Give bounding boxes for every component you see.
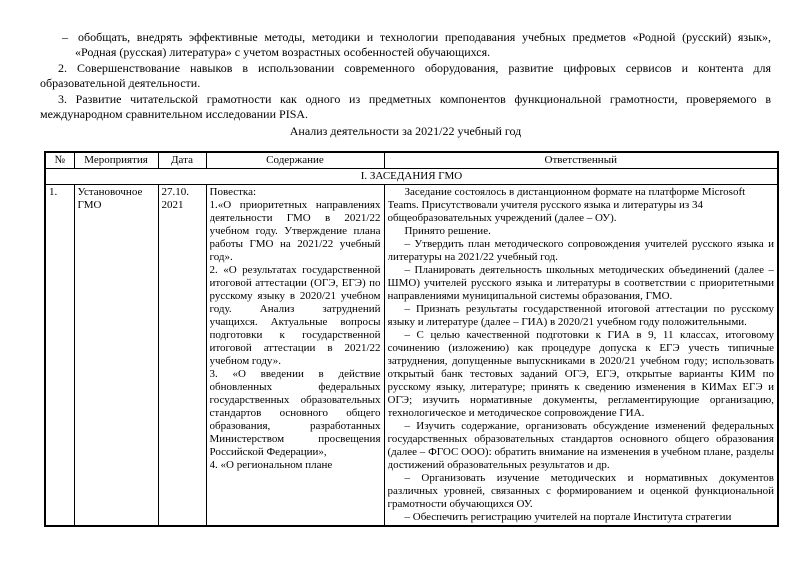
cell-date — [158, 185, 206, 527]
row-number: 1. — [49, 186, 58, 198]
intro-bullet-paragraph — [40, 30, 771, 61]
content-paragraph: 3. «О введении в действие обновленных федеральных государственных образовательных стандартов основного общего образования, разработанных Министерством просвещения Российской Федерации», — [209, 368, 381, 458]
cell-responsible — [384, 185, 778, 527]
responsible-paragraph: – Обеспечить регистрацию учителей на портале Института стратегии — [404, 511, 732, 523]
responsible-paragraph: – Признать результаты государственной итоговой аттестации по русскому языку и литературе (далее – ГИА) в 2020/21 учебном году положительными. — [387, 303, 774, 328]
cell-content — [206, 185, 384, 527]
cell-number — [45, 185, 74, 527]
table-row — [45, 185, 778, 527]
section-row — [45, 169, 778, 185]
responsible-paragraph: – Организовать изучение методических и нормативных документов различных уровней, связанных с формированием и оценкой функциональной грамотности обучающихся ОУ. — [387, 472, 774, 510]
responsible-paragraph: – Планировать деятельность школьных методических объединений (далее – ШМО) учителей русского языка и литературы в соответствии с приоритетными направлениями муниципальной системы образования, ГМО. — [387, 264, 774, 302]
activity-table — [44, 151, 779, 527]
intro-text-block — [40, 30, 771, 122]
column-header-date: Дата — [158, 152, 206, 169]
content-paragraph: Повестка: — [209, 186, 257, 198]
page-title: Анализ деятельности за 2021/22 учебный год — [289, 124, 522, 138]
date-year: 2021 — [161, 199, 184, 211]
content-paragraph: 4. «О региональном плане — [209, 459, 333, 471]
intro-paragraph-2: 2. Совершенствование навыков в использовании современного оборудования, развитие цифровых сервисов и контента для образовательной деятельности. — [40, 60, 771, 91]
responsible-paragraph: Заседание состоялось в дистанционном формате на платформе Microsoft Teams. Присутствовали учителя русского языка и литературы из 34 общеобразовательных учреждений (далее – ОУ). — [387, 186, 746, 224]
column-header-responsible: Ответственный — [384, 152, 778, 169]
table-header-row — [45, 152, 778, 169]
cell-event — [74, 185, 158, 527]
date-day-month: 27.10. — [161, 186, 189, 198]
responsible-paragraph: – Утвердить план методического сопровождения учителей русского языка и литературы на 2021/22 учебный год. — [387, 238, 774, 263]
column-header-number: № — [45, 152, 74, 169]
intro-paragraph-3: 3. Развитие читательской грамотности как одного из предметных компонентов функциональной грамотности, проверяемого в международном сравнительном исследовании PISA. — [40, 91, 771, 122]
responsible-paragraph: – Изучить содержание, организовать обсуждение изменений федеральных государственных образовательных стандартов основного общего образования (далее – ФГОС ООО): обратить внимание на изменения в учебном плане, разделы достижений образовательных результатов и др. — [387, 420, 774, 471]
column-header-content: Содержание — [206, 152, 384, 169]
bullet-dash: – — [62, 30, 68, 44]
intro-bullet-text: обобщать, внедрять эффективные методы, методики и технологии преподавания учебных предметов «Родной (русский) язык», «Родная (русская) литература» с учетом возрастных особенностей обучающихся. — [75, 30, 771, 60]
column-header-events: Мероприятия — [74, 152, 158, 169]
content-paragraph: 1.«О приоритетных направлениях деятельности ГМО в 2021/22 учебном году. Утверждение плана работы ГМО на 2021/22 учебный год». — [209, 199, 381, 263]
responsible-paragraph: Принято решение. — [404, 225, 491, 237]
event-name: Установочное ГМО — [77, 186, 143, 211]
section-title: I. ЗАСЕДАНИЯ ГМО — [45, 169, 778, 185]
responsible-paragraph: – С целью качественной подготовки к ГИА в 9, 11 классах, итоговому сочинению (изложению) как процедуре допуска к ЕГЭ учесть типичные затруднения, допущенные выпускниками в 2020/21 учебном году; использовать открытый банк тестовых заданий ОГЭ, ЕГЭ, открытые варианты КИМ по русскому языку, литературе; принять к сведению изменения в КИМах ЕГЭ и ОГЭ; изучить нормативные документы, регламентирующие организацию, технологическое и методическое сопровождение ГИА. — [387, 329, 774, 419]
content-paragraph: 2. «О результатах государственной итоговой аттестации (ОГЭ, ЕГЭ) по русскому языку в 2020/21 учебном году. Анализ затруднений учащихся. Актуальные вопросы подготовки к государственной итоговой аттестации в 2021/22 учебном году». — [209, 264, 381, 367]
